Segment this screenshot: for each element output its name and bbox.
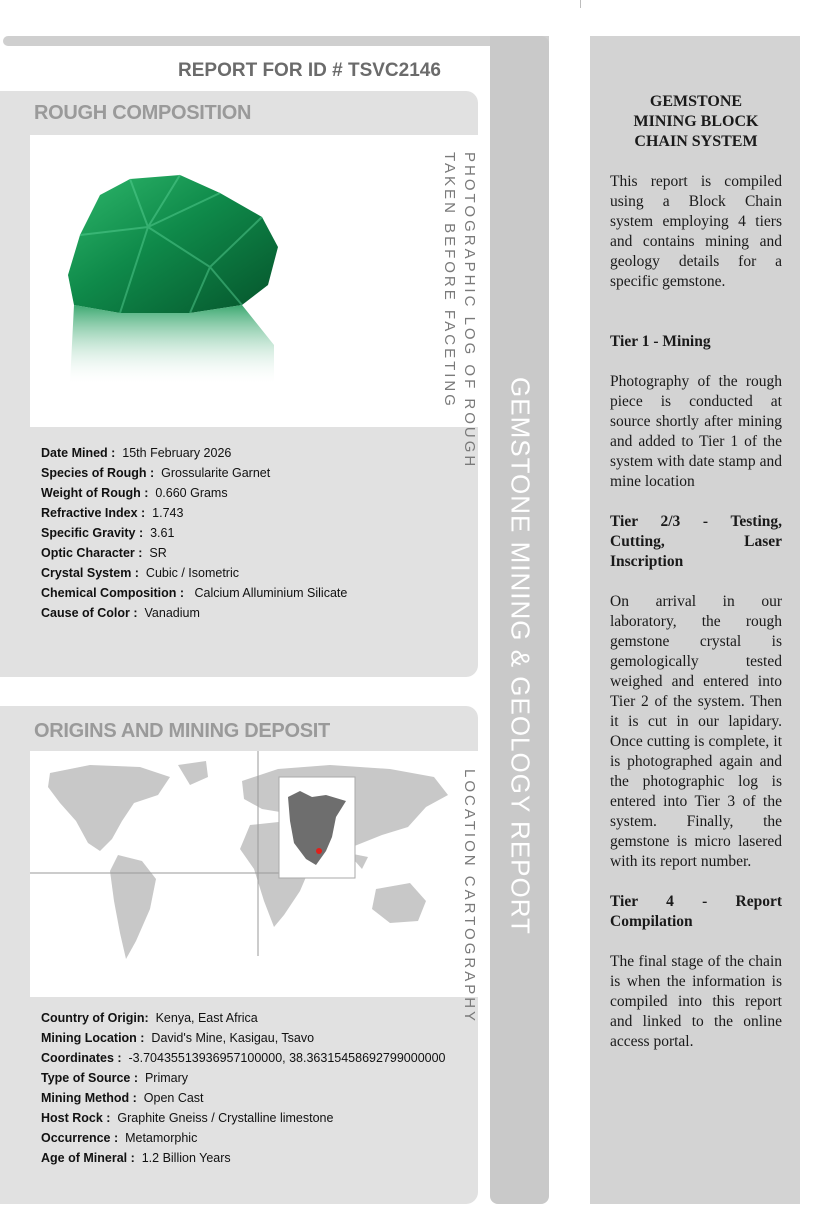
tier4-heading: Tier 4 - Report Compilation xyxy=(610,893,782,930)
field-refractive-index: Refractive Index : 1.743 xyxy=(41,506,184,520)
rough-fields xyxy=(41,443,347,623)
tier1-text: Photography of the rough piece is conducted at source shortly after mining and added to Tier 1 of the system with date stamp and mine location xyxy=(610,373,782,490)
field-cause-of-color: Cause of Color : Vanadium xyxy=(41,606,200,620)
world-map-image xyxy=(30,751,478,997)
report-id-heading: REPORT FOR ID # TSVC2146 xyxy=(178,60,441,81)
field-host-rock: Host Rock : Graphite Gneiss / Crystalline limestone xyxy=(41,1111,334,1125)
tier23-text: On arrival in our laboratory, the rough gemstone crystal is gemologically tested weighed and entered into Tier 2 of the system. Then it is cut in our lapidary. Once cutting is complete, it is photographed again and the photographic log is entered into Tier 3 of the system. Finally, the gemstone is micro lasered with its report number. xyxy=(610,593,782,870)
sidebar-intro: This report is compiled using a Block Chain system employing 4 tiers and contains mining and geology details for a specific gemstone. xyxy=(610,173,782,290)
top-divider-tick xyxy=(580,0,581,8)
field-species: Species of Rough : Grossularite Garnet xyxy=(41,466,271,480)
spine-title-wrap xyxy=(490,36,549,1204)
field-chemical-composition: Chemical Composition : Calcium Alluminium Silicate xyxy=(41,586,348,600)
blockchain-sidebar xyxy=(590,36,800,1204)
field-mining-location: Mining Location : David's Mine, Kasigau, Tsavo xyxy=(41,1031,315,1045)
field-age-of-mineral: Age of Mineral : 1.2 Billion Years xyxy=(41,1151,231,1165)
rough-photo-caption-2: TAKEN BEFORE FACETING xyxy=(441,152,458,409)
field-crystal-system: Crystal System : Cubic / Isometric xyxy=(41,566,240,580)
origins-fields xyxy=(41,1008,446,1168)
tier1-heading: Tier 1 - Mining xyxy=(610,333,711,350)
origins-title: ORIGINS AND MINING DEPOSIT xyxy=(34,720,330,742)
rough-photo-caption-1: PHOTOGRAPHIC LOG OF ROUGH xyxy=(461,152,478,470)
field-occurrence: Occurrence : Metamorphic xyxy=(41,1131,198,1145)
field-type-of-source: Type of Source : Primary xyxy=(41,1071,189,1085)
field-mining-method: Mining Method : Open Cast xyxy=(41,1091,204,1105)
mine-location-marker xyxy=(316,848,322,854)
field-coordinates: Coordinates : -3.70435513936957100000, 38.36315458692799000000 xyxy=(41,1051,446,1065)
spine-title: GEMSTONE MINING & GEOLOGY REPORT xyxy=(505,377,535,935)
map-caption: LOCATION CARTOGRAPHY xyxy=(461,769,478,1025)
field-specific-gravity: Specific Gravity : 3.61 xyxy=(41,526,175,540)
tier4-text: The final stage of the chain is when the information is compiled into this report and linked to the online access portal. xyxy=(610,953,782,1050)
location-map xyxy=(30,751,478,997)
field-weight: Weight of Rough : 0.660 Grams xyxy=(41,486,228,500)
tier23-heading: Tier 2/3 - Testing, Cutting, Laser Inscription xyxy=(610,513,782,570)
field-country-of-origin: Country of Origin: Kenya, East Africa xyxy=(41,1011,258,1025)
rough-composition-title: ROUGH COMPOSITION xyxy=(34,102,252,124)
sidebar-title: GEMSTONE MINING BLOCK CHAIN SYSTEM xyxy=(633,93,759,150)
field-optic-character: Optic Character : SR xyxy=(41,546,167,560)
sidebar-content xyxy=(610,92,782,1072)
rough-gemstone-image xyxy=(30,135,322,427)
header-bar xyxy=(3,36,549,46)
field-date-mined: Date Mined : 15th February 2026 xyxy=(41,446,232,460)
rough-photo xyxy=(30,135,322,427)
